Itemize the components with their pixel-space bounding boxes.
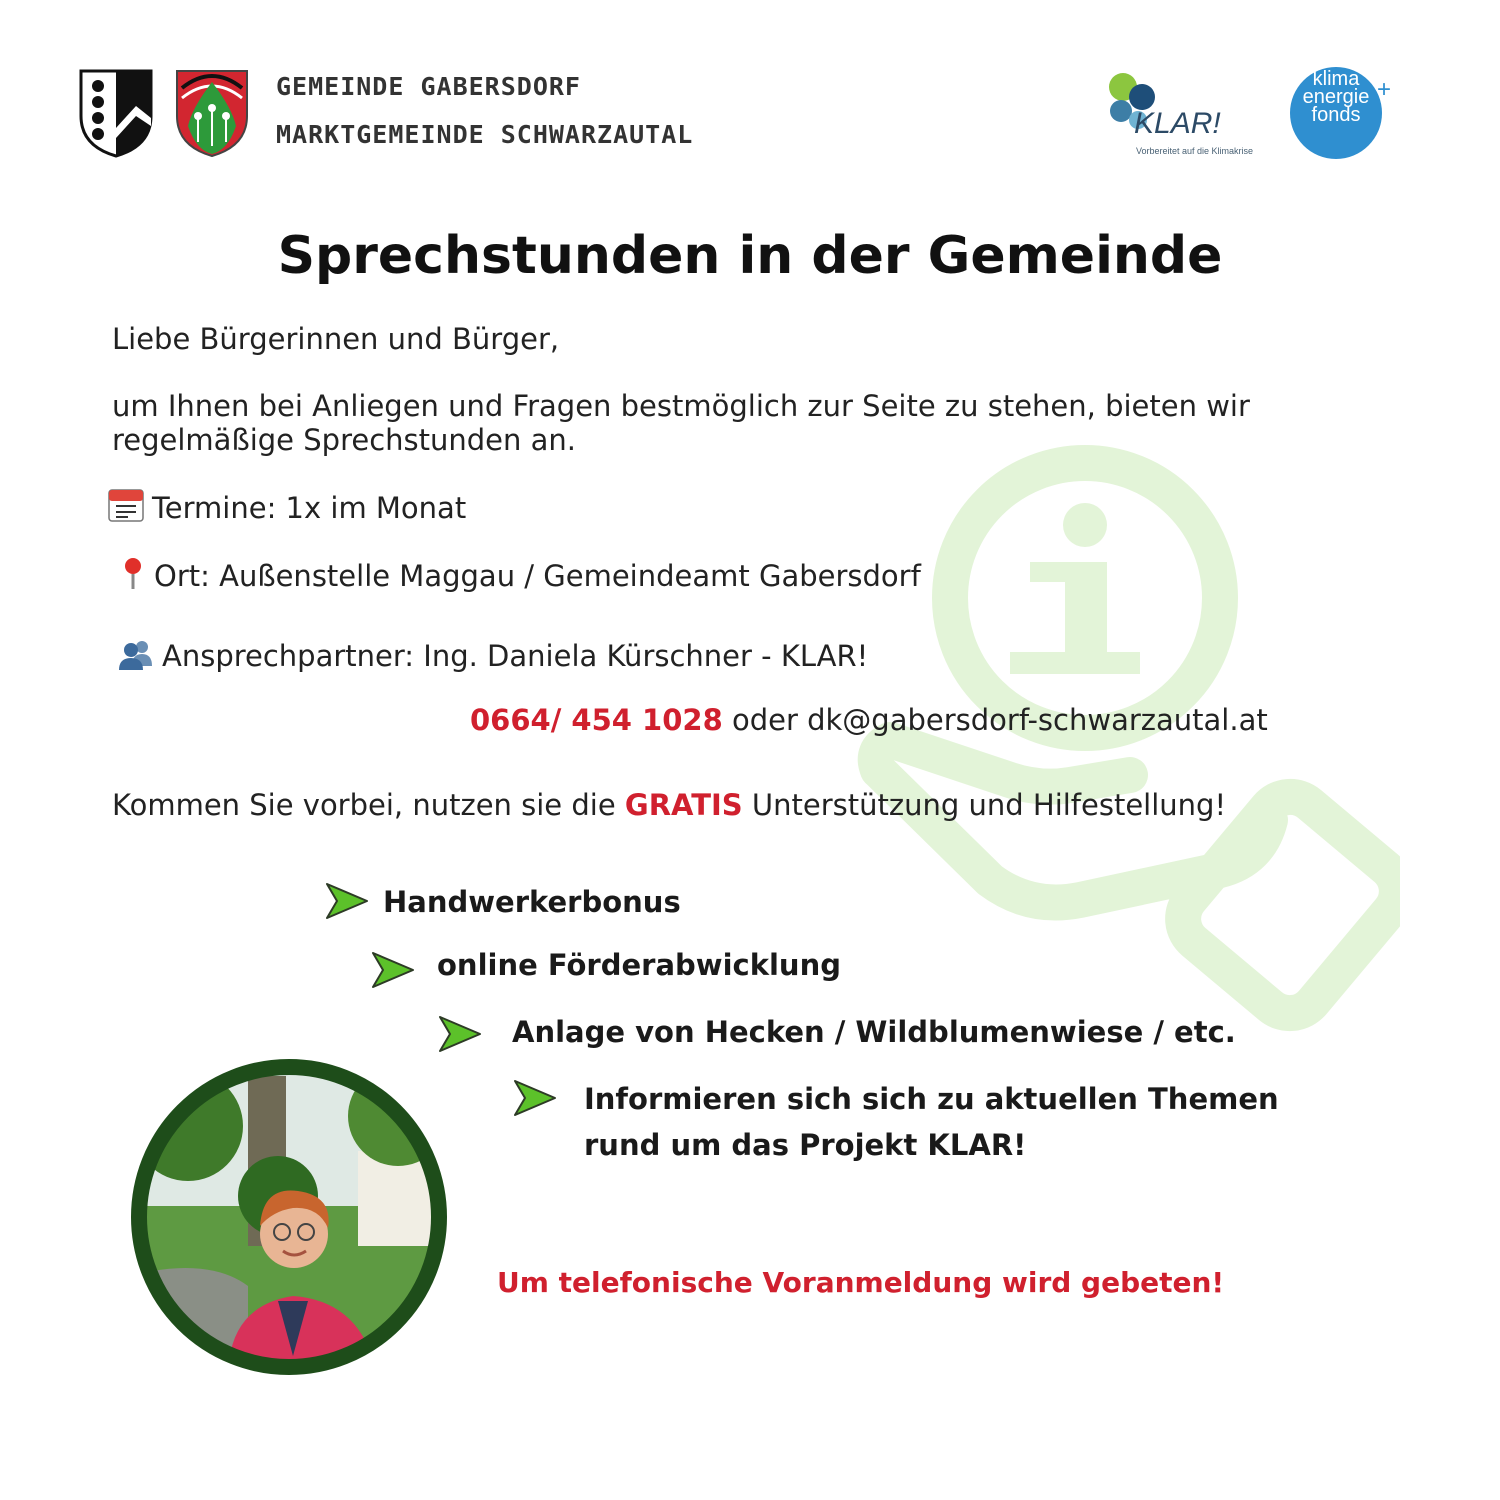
contact-person-text: Ansprechpartner: Ing. Daniela Kürschner - KLAR! (162, 639, 869, 673)
fund-logo-line: energie (1302, 86, 1370, 108)
people-icon (118, 638, 154, 670)
invite-before: Kommen Sie vorbei, nutzen sie die (112, 788, 625, 822)
phone-number[interactable]: 0664/ 454 1028 (470, 703, 723, 737)
info-hand-icon (840, 440, 1400, 1060)
invite-highlight: GRATIS (624, 788, 743, 822)
invite-after: Unterstützung und Hilfestellung! (742, 788, 1227, 822)
service-item: Handwerkerbonus (383, 885, 681, 919)
fund-logo-plus: + (1377, 76, 1392, 103)
registration-notice: Um telefonische Voranmeldung wird gebeten! (497, 1266, 1225, 1299)
klar-logo-subtitle: Vorbereitet auf die Klimakrise (1136, 146, 1254, 156)
location-row (120, 556, 921, 593)
klar-logo-text: KLAR! (1134, 107, 1221, 140)
contact-portrait (128, 1056, 450, 1378)
service-item: Informieren sich sich zu aktuellen Themen (584, 1082, 1279, 1116)
intro-line-2: regelmäßige Sprechstunden an. (112, 423, 576, 457)
greeting: Liebe Bürgerinnen und Bürger, (112, 322, 560, 356)
page-title: Sprechstunden in der Gemeinde (277, 226, 1223, 286)
contact-or: oder (722, 703, 808, 737)
arrow-icon (512, 1078, 558, 1118)
service-item: online Förderabwicklung (437, 948, 841, 982)
fund-logo-line: klima (1312, 68, 1360, 90)
email-address[interactable]: dk@gabersdorf-schwarzautal.at (807, 703, 1268, 737)
invite-line (112, 788, 1226, 822)
header-municipality-1: GEMEINDE GABERSDORF (276, 72, 581, 101)
fund-logo-line: fonds (1311, 104, 1361, 126)
service-item: Anlage von Hecken / Wildblumenwiese / etc. (512, 1015, 1236, 1049)
contact-person-row (118, 638, 868, 673)
contact-line (470, 703, 1268, 737)
dates-text: Termine: 1x im Monat (152, 491, 467, 525)
gabersdorf-coat-of-arms (78, 68, 154, 158)
schwarzautal-coat-of-arms (174, 68, 250, 158)
dates-row (108, 488, 466, 525)
intro-line-1: um Ihnen bei Anliegen und Fragen bestmöglich zur Seite zu stehen, bieten wir (112, 389, 1250, 423)
service-item-continuation: rund um das Projekt KLAR! (584, 1128, 1027, 1162)
arrow-icon (370, 950, 416, 990)
arrow-icon (324, 881, 370, 921)
arrow-icon (437, 1014, 483, 1054)
calendar-icon (108, 488, 144, 522)
location-text: Ort: Außenstelle Maggau / Gemeindeamt Gabersdorf (154, 559, 921, 593)
fund-logo-text (1288, 70, 1384, 124)
header-municipality-2: MARKTGEMEINDE SCHWARZAUTAL (276, 120, 694, 149)
pin-icon (120, 556, 146, 590)
